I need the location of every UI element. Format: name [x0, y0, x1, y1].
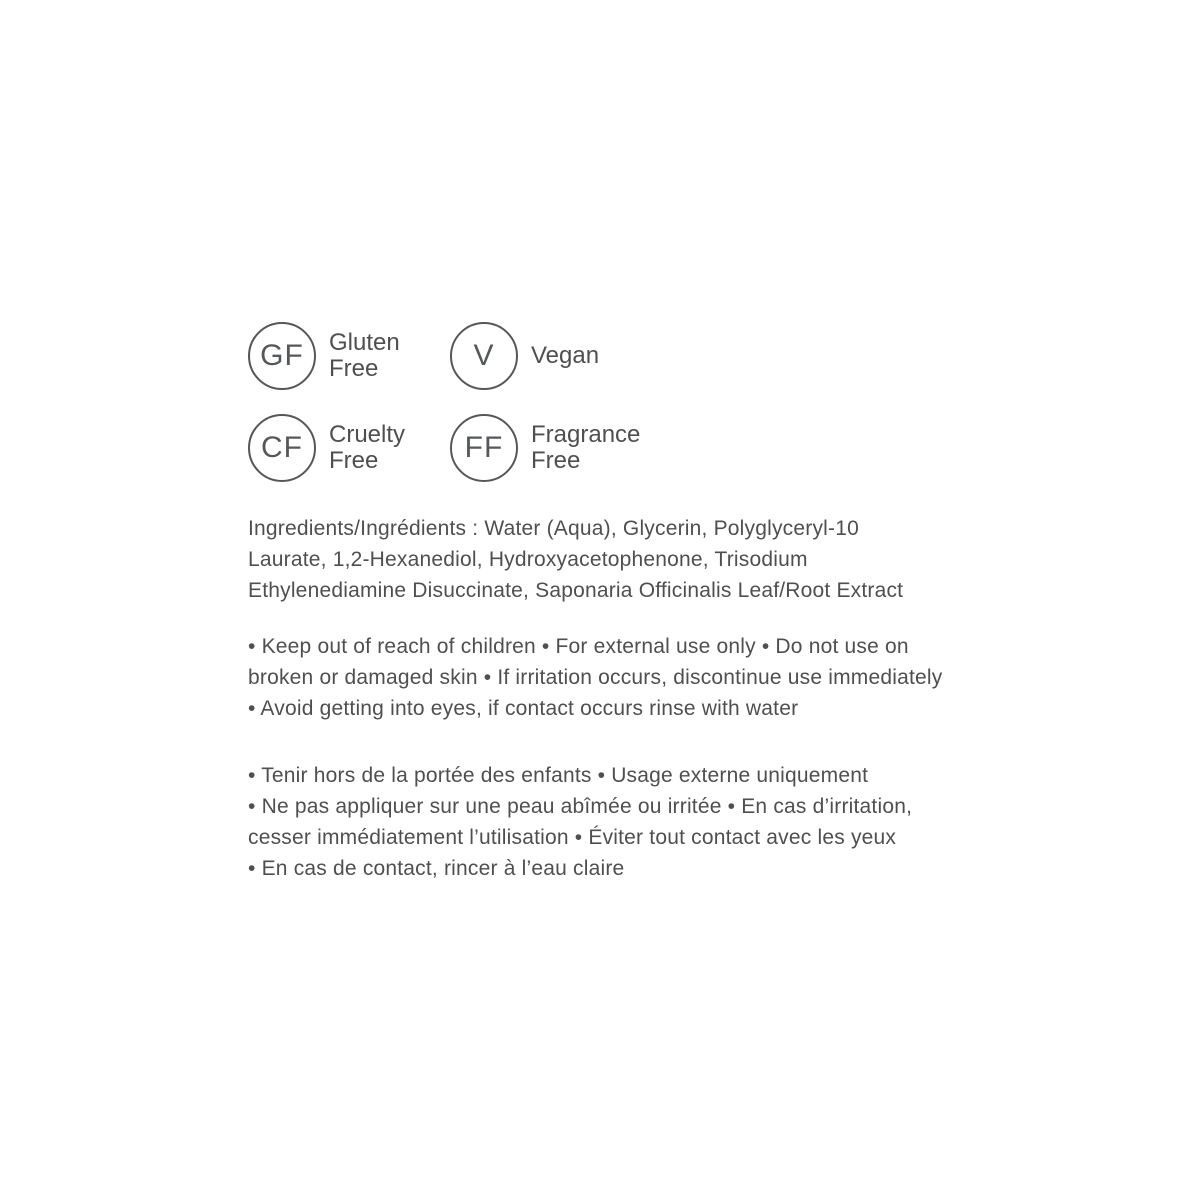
certification-badges	[248, 322, 968, 482]
warning-line: • En cas de contact, rincer à l’eau claire	[248, 857, 625, 880]
badge-label	[329, 422, 405, 474]
badge-label-line: Cruelty	[329, 421, 406, 448]
badge-abbr: V	[473, 339, 495, 372]
cruelty-free-icon	[248, 414, 316, 482]
badge-abbr: FF	[464, 431, 504, 464]
fragrance-free-icon	[450, 414, 518, 482]
badge-label	[531, 422, 640, 474]
badge-label-line: Free	[531, 447, 581, 474]
ingredients-line: Laurate, 1,2-Hexanediol, Hydroxyacetophenone, Trisodium	[248, 548, 808, 571]
label-content	[248, 322, 968, 884]
badge-label-line: Fragrance	[531, 421, 641, 448]
badge-abbr: GF	[260, 339, 304, 372]
badge-label-line: Vegan	[531, 342, 600, 369]
badge-vegan	[450, 322, 968, 390]
warning-line: • Avoid getting into eyes, if contact occurs rinse with water	[248, 697, 799, 720]
badge-gluten-free	[248, 322, 450, 390]
ingredients-line: Ethylenediamine Disuccinate, Saponaria Officinalis Leaf/Root Extract	[248, 579, 904, 602]
ingredients-list	[248, 513, 968, 606]
ingredients-line: Ingredients/Ingrédients : Water (Aqua), Glycerin, Polyglyceryl-10	[248, 517, 859, 540]
badge-label-line: Free	[329, 447, 379, 474]
vegan-icon	[450, 322, 518, 390]
badge-label-line: Gluten	[329, 329, 400, 356]
warnings-english	[248, 631, 968, 724]
warning-line: cesser immédiatement l’utilisation • Éviter tout contact avec les yeux	[248, 826, 897, 849]
warning-line: • Ne pas appliquer sur une peau abîmée ou irritée • En cas d’irritation,	[248, 795, 913, 818]
warning-line: • Keep out of reach of children • For external use only • Do not use on	[248, 635, 909, 658]
warning-line: broken or damaged skin • If irritation occurs, discontinue use immediately	[248, 666, 943, 689]
badge-label	[329, 330, 400, 382]
badge-label	[531, 343, 599, 369]
badge-fragrance-free	[450, 414, 968, 482]
badge-abbr: CF	[261, 431, 303, 464]
badge-cruelty-free	[248, 414, 450, 482]
warnings-french	[248, 760, 968, 884]
badge-label-line: Free	[329, 355, 379, 382]
warning-line: • Tenir hors de la portée des enfants • Usage externe uniquement	[248, 764, 869, 787]
gluten-free-icon	[248, 322, 316, 390]
